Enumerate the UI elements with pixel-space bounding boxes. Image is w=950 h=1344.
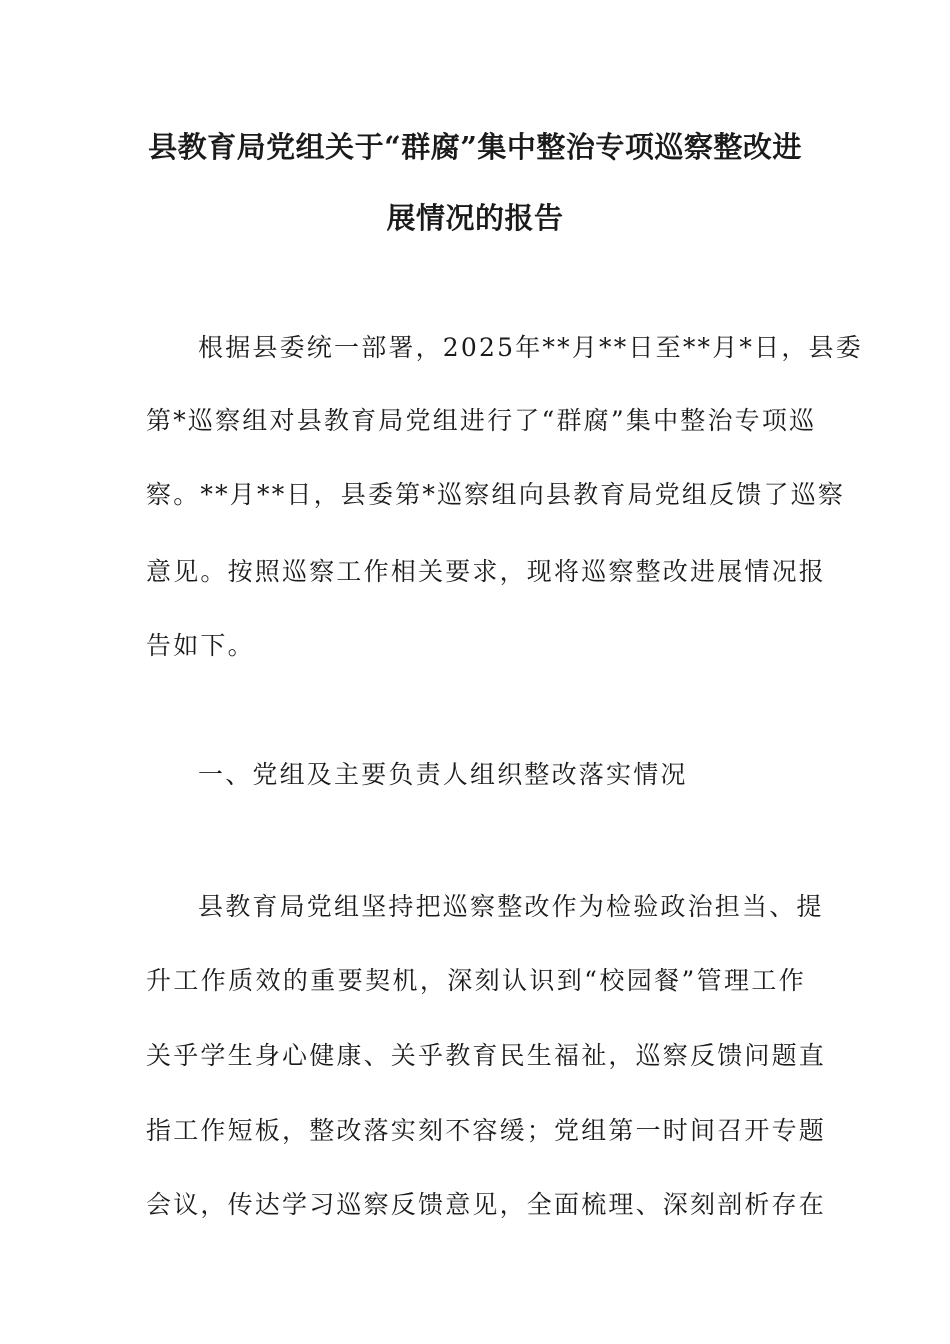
intro-paragraph-line: 察。**月**日，县委第*巡察组向县教育局党组反馈了巡察: [146, 480, 846, 509]
document-title-line-1: 县教育局党组关于“群腐”集中整治专项巡察整改进: [148, 130, 802, 164]
section-heading: 一、党组及主要负责人组织整改落实情况: [198, 760, 688, 789]
section-paragraph-line: 升工作质效的重要契机，深刻认识到“校园餐”管理工作: [146, 966, 806, 995]
section-paragraph-line: 会议，传达学习巡察反馈意见，全面梳理、深刻剖析存在: [146, 1190, 827, 1219]
intro-paragraph-line: 根据县委统一部署，2025年**月**日至**月*日，县委: [198, 333, 863, 362]
intro-paragraph-line: 第*巡察组对县教育局党组进行了“群腐”集中整治专项巡: [146, 406, 817, 435]
section-paragraph-line: 关乎学生身心健康、关乎教育民生福祉，巡察反馈问题直: [146, 1041, 827, 1070]
intro-paragraph-line: 意见。按照巡察工作相关要求，现将巡察整改进展情况报: [146, 557, 827, 586]
section-paragraph-line: 指工作短板，整改落实刻不容缓；党组第一时间召开专题: [146, 1116, 827, 1145]
section-paragraph-line: 县教育局党组坚持把巡察整改作为检验政治担当、提: [198, 892, 824, 921]
intro-paragraph-line: 告如下。: [146, 631, 255, 660]
document-title-line-2: 展情况的报告: [386, 201, 564, 235]
